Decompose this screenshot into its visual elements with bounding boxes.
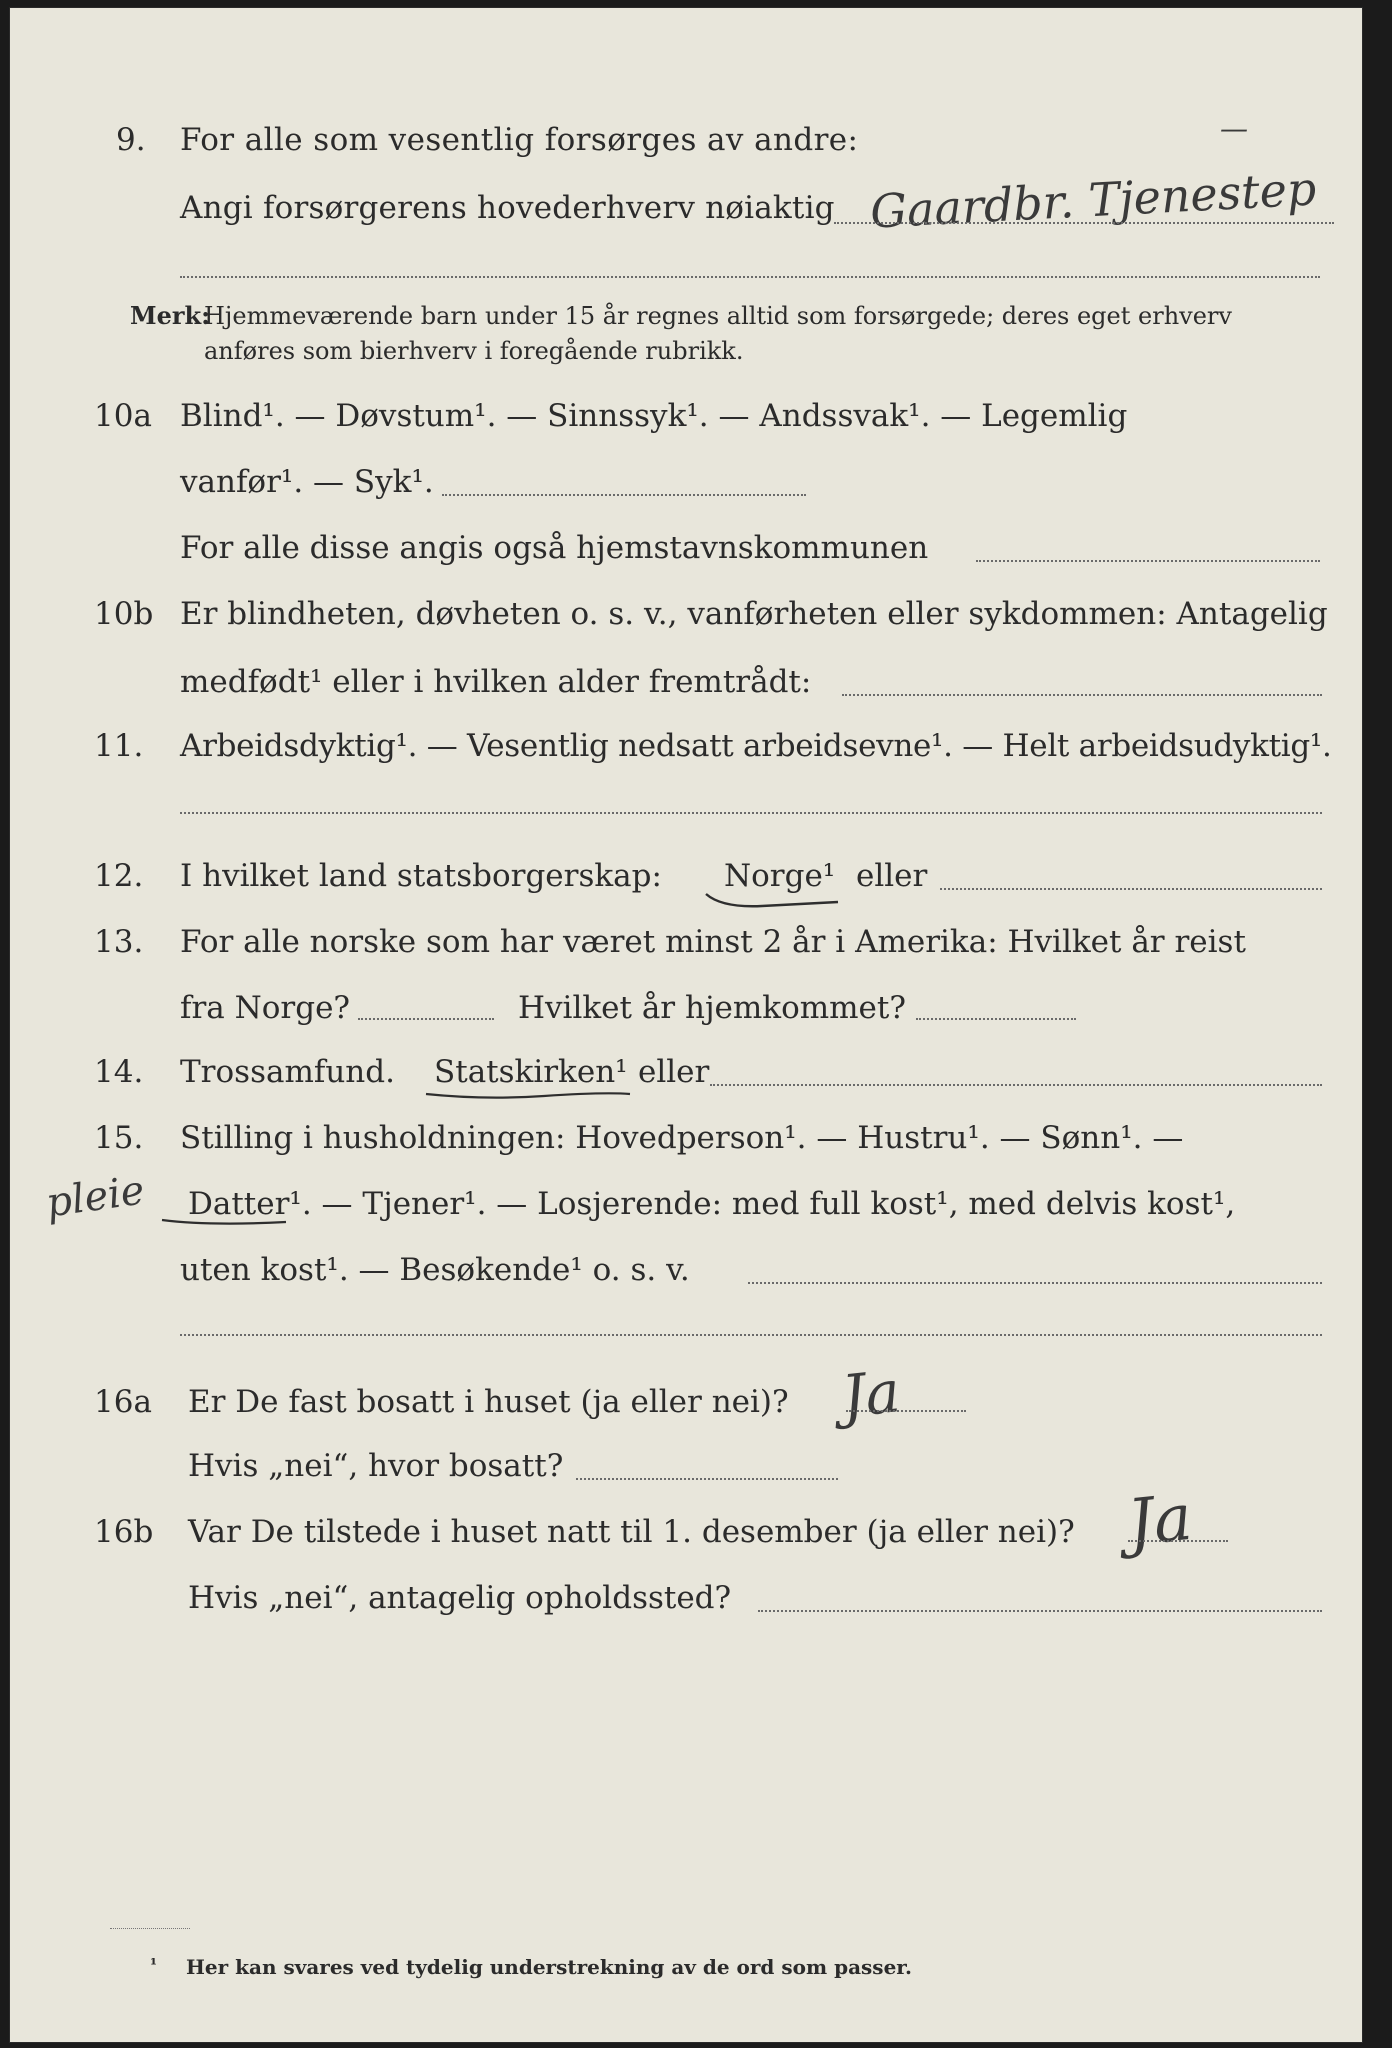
q15-margin-note: pleie (43, 1167, 148, 1227)
q9-number: 9. (116, 122, 146, 158)
q10a-number: 10a (94, 398, 152, 434)
q16b-number: 16b (94, 1514, 154, 1550)
q10a-line2: vanfør¹. — Syk¹. (180, 464, 434, 500)
q10b-line2-dots (842, 694, 1322, 696)
q15-underline-mark (160, 1214, 290, 1230)
q15-line3-dots (748, 1282, 1322, 1284)
q12-choice-norge: Norge¹ (724, 858, 836, 894)
q16a-dots (846, 1410, 966, 1412)
merk-label: Merk: (130, 301, 210, 330)
q10b-line2: medfødt¹ eller i hvilken alder fremtrådt: (180, 664, 812, 700)
census-form-page (10, 8, 1362, 2042)
q13-reist-dots (358, 1018, 494, 1020)
q10a-line2-dots (442, 494, 806, 496)
q16a-line1: Er De fast bosatt i huset (ja eller nei)? (188, 1384, 789, 1420)
q16b-line1: Var De tilstede i huset natt til 1. desember (ja eller nei)? (188, 1514, 1075, 1550)
q16a-line2-dots (576, 1478, 838, 1480)
q10b-line1: Er blindheten, døvheten o. s. v., vanførheten eller sykdommen: Antagelig (180, 596, 1328, 632)
q11-line1: Arbeidsdyktig¹. — Vesentlig nedsatt arbeidsevne¹. — Helt arbeidsudyktig¹. (180, 728, 1332, 764)
q16b-dots (1128, 1540, 1228, 1542)
q13-line2b: Hvilket år hjemkommet? (518, 990, 906, 1026)
q16b-handwritten-answer: Ja (1124, 1480, 1196, 1562)
q9-extra-line (180, 276, 1320, 278)
q10a-line1: Blind¹. — Døvstum¹. — Sinnssyk¹. — Andssvak¹. — Legemlig (180, 398, 1128, 434)
q9-answer-line (834, 222, 1334, 224)
q15-line2: Datter¹. — Tjener¹. — Losjerende: med full kost¹, med delvis kost¹, (188, 1186, 1236, 1222)
q12-dots (940, 888, 1322, 890)
q16a-line2: Hvis „nei“, hvor bosatt? (188, 1448, 564, 1484)
q9-handwritten-answer: Gaardbr. Tjenestep (868, 161, 1318, 239)
footnote-rule (110, 1928, 190, 1929)
q11-extra-line (180, 812, 1322, 814)
footnote-mark: ¹ (150, 1955, 158, 1974)
q11-number: 11. (94, 728, 144, 764)
q9-line1: For alle som vesentlig forsørges av andre: (180, 122, 859, 158)
q13-line1: For alle norske som har været minst 2 år i Amerika: Hvilket år reist (180, 924, 1246, 960)
q10a-line3: For alle disse angis også hjemstavnskommunen (180, 530, 929, 566)
q12-number: 12. (94, 858, 144, 894)
q12-after: eller (856, 858, 928, 894)
footnote-text: Her kan svares ved tydelig understrekning av de ord som passer. (186, 1955, 912, 1979)
q15-line1: Stilling i husholdningen: Hovedperson¹. — Hustru¹. — Sønn¹. — (180, 1120, 1184, 1156)
q9-dash: — (1220, 112, 1248, 145)
q15-number: 15. (94, 1120, 144, 1156)
q14-choice-statskirken: Statskirken¹ (434, 1054, 628, 1090)
q12-text: I hvilket land statsborgerskap: (180, 858, 662, 894)
q16a-handwritten-answer: Ja (838, 1357, 904, 1431)
q13-number: 13. (94, 924, 144, 960)
q14-number: 14. (94, 1054, 144, 1090)
q9-line2: Angi forsørgerens hovederhverv nøiaktig (180, 190, 835, 226)
q12-underline-mark (702, 888, 842, 914)
q16a-number: 16a (94, 1384, 152, 1420)
q14-underline-mark (424, 1084, 634, 1104)
merk-line2: anføres som bierhverv i foregående rubrikk. (204, 337, 744, 365)
q13-hjemkommet-dots (916, 1018, 1076, 1020)
q15-line3: uten kost¹. — Besøkende¹ o. s. v. (180, 1252, 690, 1288)
q10a-line3-dots (976, 560, 1320, 562)
q15-extra-line (180, 1334, 1322, 1336)
q13-line2a: fra Norge? (180, 990, 351, 1026)
q14-dots (710, 1084, 1322, 1086)
q16b-line2-dots (758, 1610, 1322, 1612)
q16b-line2: Hvis „nei“, antagelig opholdssted? (188, 1580, 732, 1616)
q14-after: eller (638, 1054, 710, 1090)
q14-text: Trossamfund. (180, 1054, 395, 1090)
merk-line1: Hjemmeværende barn under 15 år regnes alltid som forsørgede; deres eget erhverv (204, 302, 1232, 330)
q10b-number: 10b (94, 596, 154, 632)
